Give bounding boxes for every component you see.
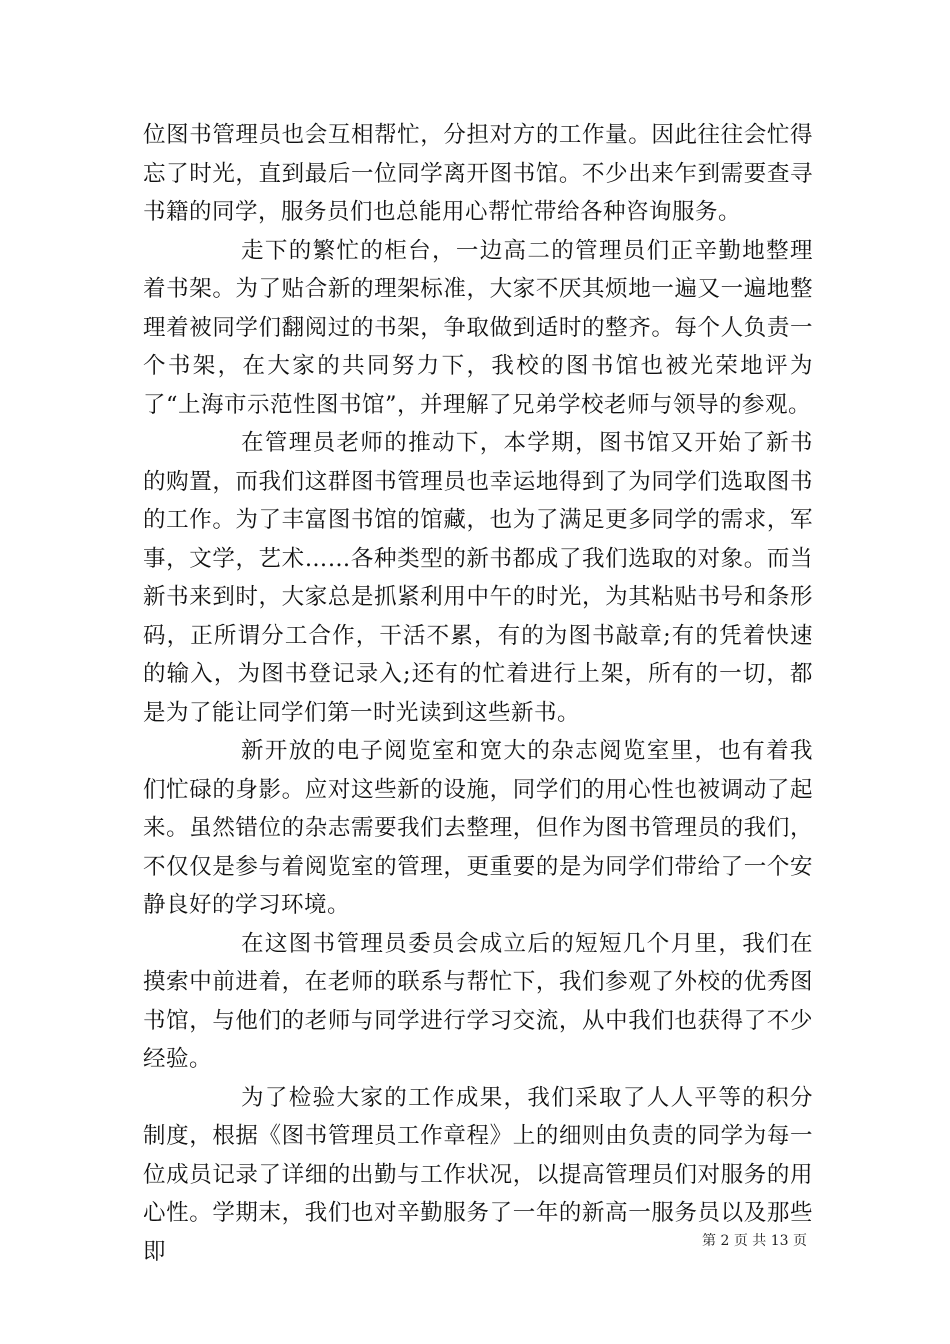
paragraph-2: 走下的繁忙的柜台，一边高二的管理员们正辛勤地整理着书架。为了贴合新的理架标准，大家不厌其烦地一遍又一遍地整理着被同学们翻阅过的书架，争取做到适时的整齐。每个人负责一个书架，在大家的共同努力下，我校的图书馆也被光荣地评为了“上海市示范性图书馆”，并理解了兄弟学校老师与领导的参观。 <box>143 237 813 418</box>
paragraph-1: 位图书管理员也会互相帮忙，分担对方的工作量。因此往往会忙得忘了时光，直到最后一位同学离开图书馆。不少出来乍到需要查寻书籍的同学，服务员们也总能用心帮忙带给各种咨询服务。 <box>143 122 813 225</box>
document-body <box>143 116 813 1271</box>
paragraph-4: 新开放的电子阅览室和宽大的杂志阅览室里，也有着我们忙碌的身影。应对这些新的设施，同学们的用心性也被调动了起来。虽然错位的杂志需要我们去整理，但作为图书管理员的我们，不仅仅是参与着阅览室的管理，更重要的是为同学们带给了一个安静良好的学习环境。 <box>143 738 813 918</box>
paragraph-6: 为了检验大家的工作成果，我们采取了人人平等的积分制度，根据《图书管理员工作章程》上的细则由负责的同学为每一位成员记录了详细的出勤与工作状况，以提高管理员们对服务的用心性。学期末，我们也对辛勤服务了一年的新高一服务员以及那些即 <box>143 1084 813 1265</box>
paragraph-5: 在这图书管理员委员会成立后的短短几个月里，我们在摸索中前进着，在老师的联系与帮忙下，我们参观了外校的优秀图书馆，与他们的老师与同学进行学习交流，从中我们也获得了不少经验。 <box>143 930 813 1072</box>
page-number-footer: 第 2 页 共 13 页 <box>702 1233 807 1249</box>
paragraph-3: 在管理员老师的推动下，本学期，图书馆又开始了新书的购置，而我们这群图书管理员也幸运地得到了为同学们选取图书的工作。为了丰富图书馆的馆藏，也为了满足更多同学的需求，军事，文学，艺术……各种类型的新书都成了我们选取的对象。而当新书来到时，大家总是抓紧利用中午的时光，为其粘贴书号和条形码，正所谓分工合作，干活不累，有的为图书敲章;有的凭着快速的输入，为图书登记录入;还有的忙着进行上架，所有的一切，都是为了能让同学们第一时光读到这些新书。 <box>143 430 813 726</box>
